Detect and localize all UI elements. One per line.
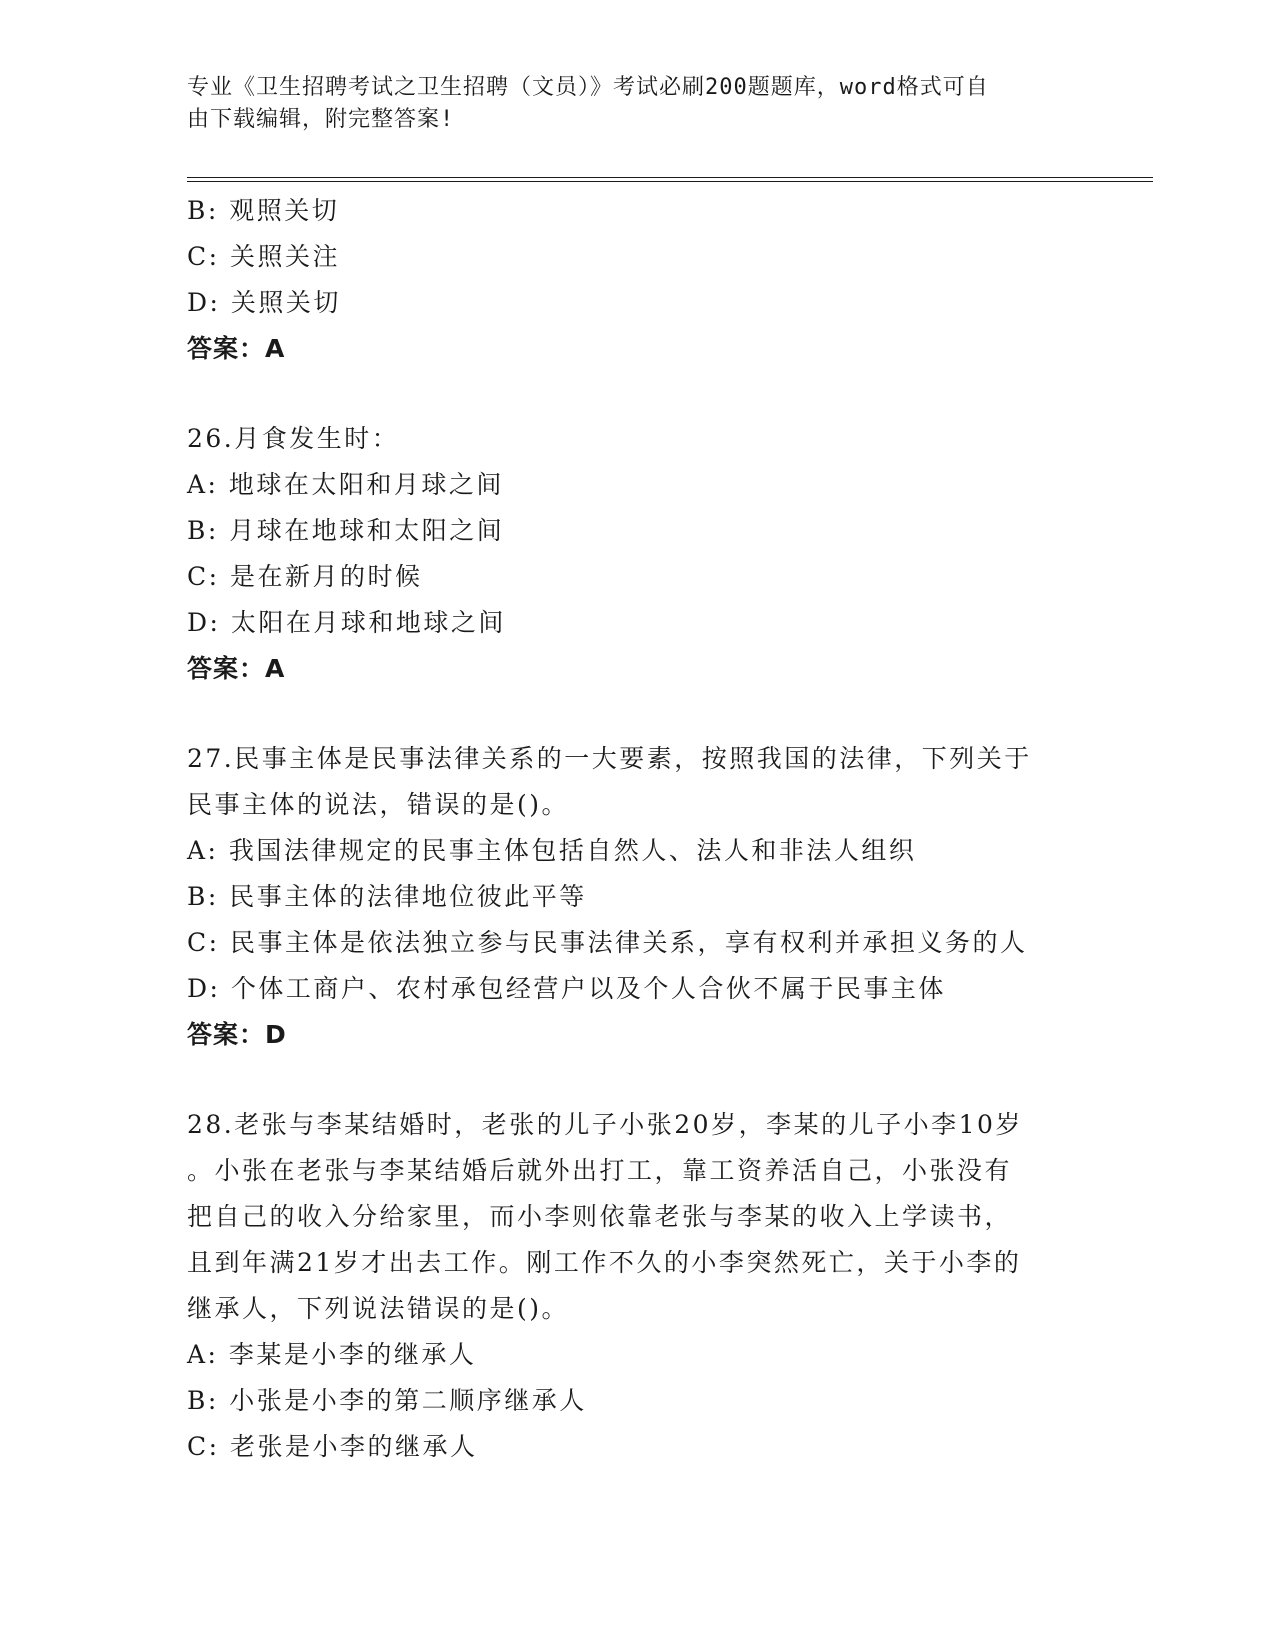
header-divider-bottom xyxy=(187,181,1153,182)
option-a: A: 李某是小李的继承人 xyxy=(187,1340,477,1369)
question-26 xyxy=(187,416,1087,692)
option-b: B: 民事主体的法律地位彼此平等 xyxy=(187,882,587,911)
option-c: C: 民事主体是依法独立参与民事法律关系，享有权利并承担义务的人 xyxy=(187,928,1028,957)
option-c: C: 是在新月的时候 xyxy=(187,562,423,591)
header-line-1: 专业《卫生招聘考试之卫生招聘（文员）》考试必刷200题题库，word格式可自 xyxy=(187,75,989,100)
answer-line: 答案：A xyxy=(187,654,286,683)
question-25 xyxy=(187,188,1087,372)
question-27 xyxy=(187,736,1087,1058)
question-stem-line-2: 民事主体的说法，错误的是()。 xyxy=(187,790,570,819)
option-c: C: 关照关注 xyxy=(187,242,340,271)
option-a: A: 地球在太阳和月球之间 xyxy=(187,470,504,499)
option-d: D: 太阳在月球和地球之间 xyxy=(187,608,506,637)
question-stem: 26.月食发生时： xyxy=(187,424,400,453)
question-stem-line-1: 28.老张与李某结婚时，老张的儿子小张20岁，李某的儿子小李10岁 xyxy=(187,1110,1023,1139)
answer-line: 答案：D xyxy=(187,1020,287,1049)
option-d: D: 关照关切 xyxy=(187,288,341,317)
question-stem-line-1: 27.民事主体是民事法律关系的一大要素，按照我国的法律，下列关于 xyxy=(187,744,1032,773)
question-28 xyxy=(187,1102,1087,1470)
question-stem-line-4: 且到年满21岁才出去工作。刚工作不久的小李突然死亡，关于小李的 xyxy=(187,1248,1022,1277)
question-stem-line-3: 把自己的收入分给家里，而小李则依靠老张与李某的收入上学读书， xyxy=(187,1202,1013,1231)
header-line-2: 由下载编辑，附完整答案! xyxy=(187,107,455,132)
option-d: D: 个体工商户、农村承包经营户以及个人合伙不属于民事主体 xyxy=(187,974,946,1003)
document-header xyxy=(187,72,1067,136)
option-a: A: 我国法律规定的民事主体包括自然人、法人和非法人组织 xyxy=(187,836,917,865)
option-b: B: 观照关切 xyxy=(187,196,340,225)
answer-line: 答案：A xyxy=(187,334,286,363)
question-stem-line-2: 。小张在老张与李某结婚后就外出打工，靠工资养活自己，小张没有 xyxy=(187,1156,1013,1185)
question-stem-line-5: 继承人，下列说法错误的是()。 xyxy=(187,1294,570,1323)
option-b: B: 月球在地球和太阳之间 xyxy=(187,516,505,545)
option-b: B: 小张是小李的第二顺序继承人 xyxy=(187,1386,587,1415)
option-c: C: 老张是小李的继承人 xyxy=(187,1432,478,1461)
question-list xyxy=(187,188,1087,1470)
header-divider-top xyxy=(187,177,1153,178)
